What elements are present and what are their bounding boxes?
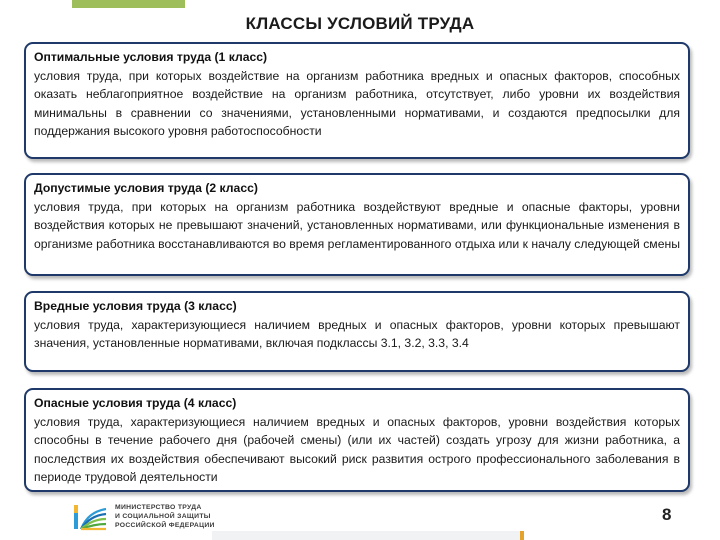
ministry-line: РОССИЙСКОЙ ФЕДЕРАЦИИ (115, 522, 215, 529)
card-heading: Оптимальные условия труда (1 класс) (34, 50, 268, 64)
card-class-2 (24, 173, 690, 276)
footer-accent (520, 531, 524, 540)
card-heading: Допустимые условия труда (2 класс) (34, 181, 258, 195)
card-heading: Опасные условия труда (4 класс) (34, 396, 237, 410)
card-body: условия труда, при которых воздействие на организм работника вредных и опасных факторов, способных оказать неблагоприятное воздействие на организм работника, отсутствует, либо уровни их воздействия минимальны в сравнении со значениями, установленными нормативами, и создаются предпосылки для поддержания высокого уровня работоспособности (34, 68, 680, 139)
ministry-logo-icon (72, 499, 108, 535)
card-class-1 (24, 42, 690, 159)
page-title: КЛАССЫ УСЛОВИЙ ТРУДА (245, 14, 475, 33)
card-class-3 (24, 291, 690, 372)
top-accent-bar (72, 0, 185, 8)
ministry-name (115, 503, 215, 530)
footer-strip (212, 531, 522, 540)
card-body: условия труда, при которых на организм работника воздействуют вредные и опасные факторы, уровни воздействия которых не превышают значений, установленных нормативами, или функциональные изменения в организме работника восстанавливаются во время регламентированного отдыха или к началу следующей смены (34, 199, 680, 251)
page-number: 8 (662, 505, 672, 524)
ministry-line: И СОЦИАЛЬНОЙ ЗАЩИТЫ (115, 513, 211, 520)
card-heading: Вредные условия труда (3 класс) (34, 299, 237, 313)
card-body: условия труда, характеризующиеся наличием вредных и опасных факторов, уровни воздействия которых способны в течение рабочего дня (рабочей смены) (или их частей) создать угрозу для жизни работника, а последствия их воздействия обеспечивают высокий риск развития острого профессионального заболевания в периоде трудовой деятельности (34, 414, 680, 485)
card-body: условия труда, характеризующиеся наличием вредных и опасных факторов, уровни которых превышают значения, установленные нормативами, включая подклассы 3.1, 3.2, 3.3, 3.4 (34, 317, 680, 351)
ministry-line: МИНИСТЕРСТВО ТРУДА (115, 504, 202, 511)
card-class-4 (24, 388, 690, 492)
